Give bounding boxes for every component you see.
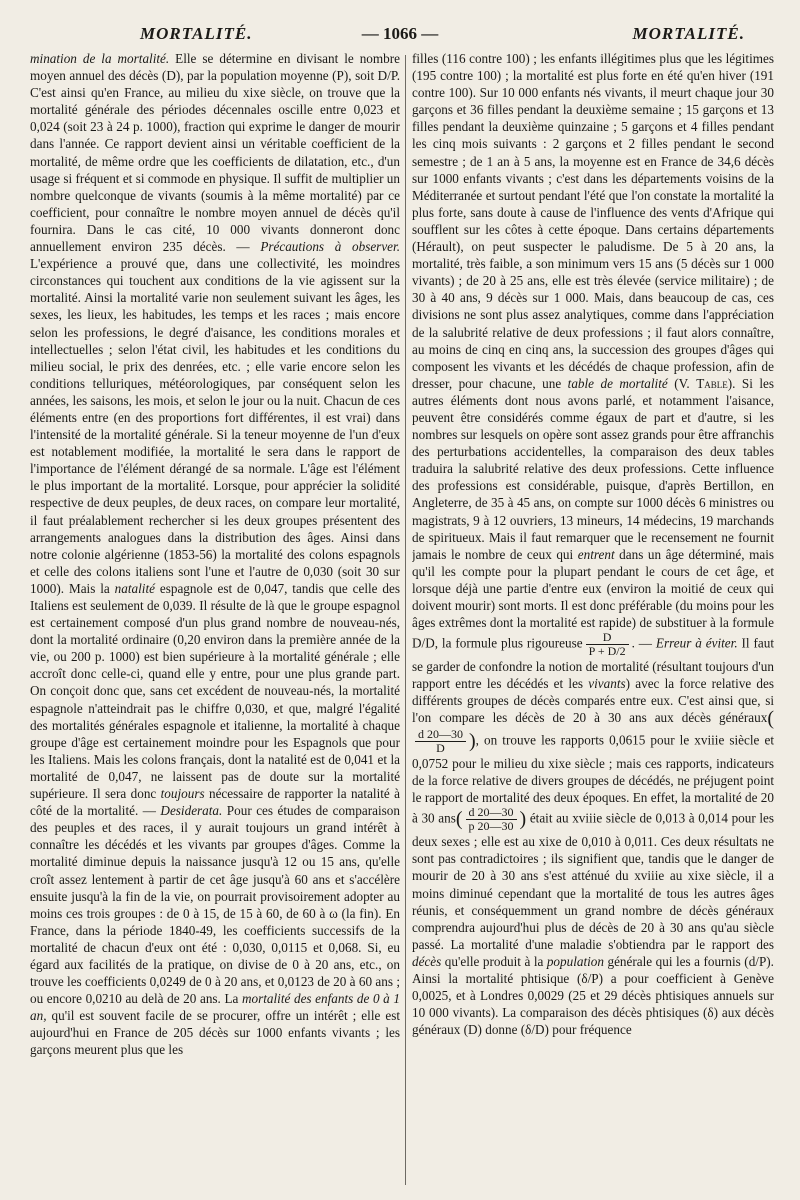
italic-term: toujours: [160, 786, 205, 802]
formula-fraction: [586, 631, 629, 658]
page-number: — 1066 —: [361, 24, 439, 43]
italic-term: mination de la mortalité.: [30, 51, 170, 66]
formula-paren: (: [455, 808, 463, 831]
formula-paren: (: [767, 707, 774, 730]
header-title-right: MORTALITÉ.: [632, 24, 745, 43]
body-text: dans un âge déterminé, mais qu'il les compte pour la plupart pendant le cours de cet âge, et lorsque déjà une partie d'entre eux (environ la moitié de ceux qui doivent mourir) sont morts. Il est donc préférable (du moins pour les âges extrêmes dont la mortalité est rapide) de substituer à la formule D/D, la formule plus rigoureuse: [412, 546, 774, 651]
body-text: Il faut se garder de confondre la notion de mortalité (résultant toujours d'un rapport entre les décédés et les: [412, 635, 774, 692]
section-heading: Erreur à éviter.: [655, 635, 738, 651]
italic-term: vivants: [588, 676, 626, 692]
fraction-denominator: D: [436, 740, 445, 755]
body-text: était au xviiie siècle de 0,013 à 0,014 pour les deux sexes ; elle est au xixe de 0,010 à 0,011. Ces deux résultats ne sont pas contradictoires ; ils signifient que, tandis que le danger de mourir de 20 à 30 ans s'est atténué du xviiie au xixe siècle, il a moins diminué cependant que la mortalité de tous les autres âges réunis, et conséquemment un grand nombre de décès généraux comprendra aujourd'hui plus de décès de 20 à 30 ans qu'au siècle passé. La mortalité d'une maladie s'obtiendra par le rapport des: [412, 810, 774, 952]
italic-term: population: [546, 953, 604, 969]
body-text: générale qui les a fournis (d/P). Ainsi la mortalité phtisique (δ/P) a pour coefficient à Genève 0,0025, et à Londres 0,0029 (25 et 29 décès phtisiques annuels sur 10 000 vivants). La comparaison des décès phtisiques (δ) aux décès généraux (D) donne (δ/D) pour fréquence: [412, 953, 774, 1038]
body-text: filles (116 contre 100) ; les enfants illégitimes plus que les légitimes (195 contre 100) ; la mortalité est plus forte en été qu'en hiver (191 contre 100). Sur 10 000 enfants nés vivants, il meurt chaque jour 30 garçons et 36 filles pendant la deuxième semaine ; 15 garçons et 13 filles pendant la deuxième quinzaine ; 5 garçons et 4 filles pendant les cinq mois suivants : 2 garçons et 2 filles pendant le second semestre ; de 1 an à 5 ans, la moyenne est en France de 34,6 décès sur 1000 enfants vivants ; c'est dans les départements voisins de la Méditerranée et surtout pendant l'été que l'on constate la mortalité la plus forte, sans doute à cause de l'influence des vents d'Afrique qui soufflent sur les côtes à cette époque. Dans certains départements (Hérault), on peut suspecter le paludisme. De 5 à 20 ans, la mortalité, très faible, a son minimum vers 15 ans (5 décès sur 1 000 vivants) ; de 20 à 25 ans, elle est très élevée (service militaire) ; de 30 à 40 ans, 9 décès sur 1 000. Mais, dans beaucoup de cas, ces divisions ne sont plus assez analytiques, comme dans l'appréciation de la salubrité relative de deux professions ; il faut alors connaître, au moins de cinq en cinq ans, la succession des groupes d'âges qui composent les vivants et les décédés de chaque profession, afin de dresser, pour chacune, une: [412, 51, 774, 391]
body-text: L'expérience a prouvé que, dans une collectivité, les moindres circonstances qui touchent aux conditions de la vie agissent sur la mortalité. Ainsi la mortalité varie non seulement suivant les âges, les sexes, les lieux, les habitudes, les temps et les races ; mais encore selon les professions, le degré d'aisance, les conditions morales et intellectuelles ; selon l'état civil, les habitudes et les conditions du milieu social, le prix des denrées, etc. ; elle varie encore selon les conditions telluriques, météorologiques, par conséquent selon les années, les saisons, les mois, et selon le jour ou la nuit. Chacun de ces éléments entre (en des proportions fort différentes, il est vrai) dans l'intensité de la mortalité générale. Si la teneur moyenne de l'un d'eux est notablement modifiée, la mortalité le sera dans le rapport de l'importance de l'élément dérangé de sa normale. L'âge est l'élément le plus important de la mortalité. Lorsque, pour apprécier la solidité respective de deux peuples, de deux races, on compare leur mortalité, il faut préalablement rechercher si les deux groupes présentent des arrangements analogues dans la distribution des âges. Ainsi dans notre colonie algérienne (1853-56) la mortalité des colons espagnols et celle des colons italiens sont l'une et l'autre de 0,030 (soit 30 sur 1000). Mais la: [30, 256, 400, 596]
body-text: , on trouve les rapports 0,0615 pour le xviiie siècle et 0,0752 pour le milieu du xixe siècle ; mais ces rapports, indicateurs de la force relative de divers groupes de décédés, ne préjugent point le rapport de mortalité des deux époques. En effet, la mortalité de 20 à 30 ans: [412, 732, 774, 826]
section-heading: Desiderata.: [160, 803, 223, 819]
body-text: nécessaire de rapporter la natalité à côté de la mortalité. —: [30, 786, 400, 819]
formula-fraction: [466, 806, 517, 833]
body-text: (V.: [667, 375, 697, 391]
left-paragraph: [30, 50, 400, 1059]
fraction-denominator: p 20—30: [468, 819, 514, 834]
fraction-denominator: P + D/2: [588, 644, 626, 659]
right-paragraph: [412, 50, 774, 1038]
italic-term: table de mortalité: [567, 375, 668, 391]
header-title-left: MORTALITÉ.: [140, 24, 253, 43]
left-column: [30, 50, 400, 1190]
formula-paren: ): [519, 808, 527, 831]
fraction-numerator: d 20—30: [466, 806, 517, 820]
running-header: [30, 20, 770, 48]
italic-term: natalité: [114, 580, 155, 596]
right-column: [412, 50, 774, 1190]
body-text: ). Si les autres éléments dont nous avons parlé, et notamment l'aisance, peuvent être considérés comme égaux de part et d'autre, si les nombres sur lesquels on opère sont assez grands pour être affranchis des perturbations accidentelles, la comparaison des deux tables traduira la salubrité relative des deux professions. Cette influence des professions est considérable, puisque, d'après Bertillon, en Angleterre, de 35 à 45 ans, on compte sur 1000 décès 6 ministres ou magistrats, 9 à 12 ouvriers, 13 mineurs, 14 médecins, 19 marchands de spiritueux. Mais il faut remarquer que le recensement ne fournit jamais le nombre de ceux qui: [412, 375, 774, 562]
formula-fraction: [415, 728, 466, 755]
section-heading: mortalité des enfants de 0 à 1 an,: [30, 991, 400, 1024]
body-text: qu'il est souvent facile de se procurer, offre un intérêt ; elle est aujourd'hui en France de 205 décès sur 1000 enfants vivants ; les garçons meurent plus que les: [30, 1008, 400, 1058]
body-text: qu'elle produit à la: [441, 953, 547, 969]
body-text: Elle se détermine en divisant le nombre moyen annuel des décès (D), par la population moyenne (P), soit D/P. C'est ainsi qu'en France, au milieu du xixe siècle, on trouve que la mortalité générale des périodes décennales oscille entre 0,023 et 0,024 (soit 23 à 24 p. 1000), fraction qui exprime le danger de mourir dans l'année. Ce rapport devient ainsi un véritable coefficient de la mortalité, de même ordre que les coefficients de dilatation, etc., d'un usage si fréquent et si commode en physique. Il suffit de multiplier un nombre quelconque de vivants (soumis à la même mortalité) par ce coefficient, pour connaître le nombre moyen annuel de décès qu'il fournira. Dans le cas cité, 10 000 vivants donneront donc annuellement environ 235 décès. —: [30, 51, 400, 255]
fraction-numerator: d 20—30: [415, 728, 466, 742]
formula-paren: ): [469, 729, 476, 752]
body-text: espagnole est de 0,047, tandis que celle des Italiens est seulement de 0,039. Il résulte de là que le groupe espagnol est certainement composé d'un plus grand nombre de nouveau-nés, dont la mortalité ordinaire (0,20 environ dans la première année de la vie, ou 200 p. 1000) est bien supérieure à la mortalité générale ; elle accroît donc celle-ci, quand elle y entre, pour une plus grande part. On conçoit donc que, sans cet excédent de nouveau-nés, la mortalité espagnole n'atteindrait pas le chiffre 0,030, et que, malgré l'égalité des mortalités générales espagnole et italienne, la mortalité à chaque groupe d'âge est certainement moindre pour les Espagnols que pour les Italiens. Mais les colons français, dont la natalité est de 0,041 et la mortalité de 0,047, ne laissent pas de doute sur la mortalité supérieure. Il sera donc: [30, 580, 400, 802]
italic-term: entrent: [577, 546, 615, 562]
cross-reference: Table: [696, 375, 728, 391]
fraction-numerator: D: [586, 631, 629, 645]
italic-term: décès: [412, 953, 442, 969]
column-divider: [405, 55, 406, 1185]
body-text: Pour ces études de comparaison des peuples et des races, il y aurait toujours un grand intérêt à connaître les décédés et les vivants par groupes d'âges. Comme la mortalité diminue depuis la naissance jusqu'à 12 ou 15 ans, qu'elle croît assez lentement à partir de cet âge jusqu'à 60 ans et s'accélère ensuite jusqu'à la fin de la vie, on pourrait provisoirement adopter au moins ces trois groupes : de 0 à 15, de 15 à 60, de 60 à ω (la fin). En France, dans la période 1840-49, les coefficients successifs de la mortalité de chacun d'eux ont été : 0,030, 0,0115 et 0,068. Si, eu égard aux facilités de la pratique, on divise de 0 à 20 ans, etc., on trouve les coefficients 0,0249 de 0 à 20 ans, et 0,0123 de 20 à 60 ans ; ou encore 0,0210 au delà de 20 ans. La: [30, 803, 400, 1007]
section-heading: Précautions à observer.: [260, 239, 400, 255]
body-text: ) avec la force relative des différents groupes de décès comparés entre eux. C'est ainsi que, si l'on compare les décès de 20 à 30 ans aux décès généraux: [412, 676, 774, 726]
body-text: . —: [631, 635, 656, 651]
